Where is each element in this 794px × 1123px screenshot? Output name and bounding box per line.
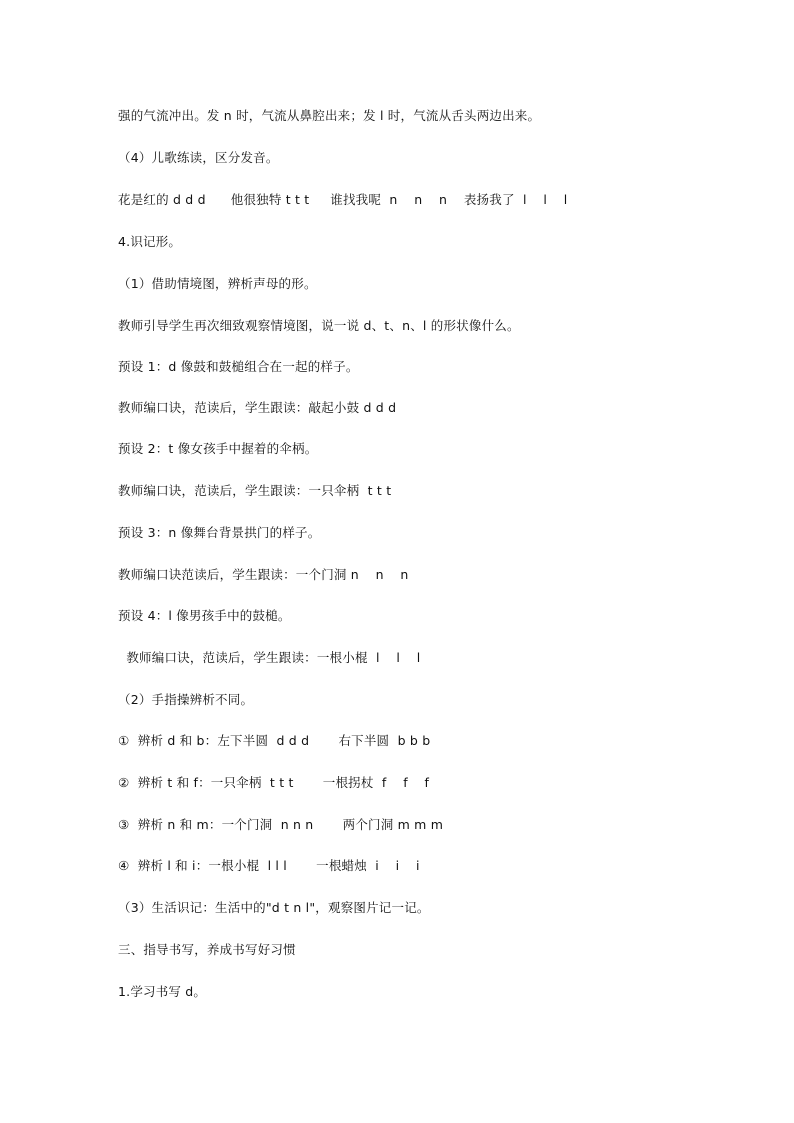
text-line-18: ③ 辨析 n 和 m：一个门洞 n n n 两个门洞 m m m <box>118 817 444 832</box>
text-line-8: 教师编口诀，范读后，学生跟读：敲起小鼓 d d d <box>118 400 397 415</box>
text-line-15: （2）手指操辨析不同。 <box>118 692 254 707</box>
text-line-22: 1.学习书写 d。 <box>118 984 207 999</box>
text-line-10: 教师编口诀，范读后，学生跟读：一只伞柄 t t t <box>118 483 392 498</box>
text-line-13: 预设 4：l 像男孩手中的鼓槌。 <box>118 608 291 623</box>
text-line-4: 4.识记形。 <box>118 234 182 249</box>
text-line-16: ① 辨析 d 和 b：左下半圆 d d d 右下半圆 b b b <box>118 733 431 748</box>
text-line-21: 三、指导书写，养成书写好习惯 <box>118 942 296 957</box>
text-line-11: 预设 3：n 像舞台背景拱门的样子。 <box>118 525 321 540</box>
text-line-1: 强的气流冲出。发 n 时，气流从鼻腔出来；发 l 时，气流从舌头两边出来。 <box>118 108 541 123</box>
text-line-19: ④ 辨析 l 和 i：一根小棍 l l l 一根蜡烛 i i i <box>118 858 420 873</box>
text-line-7: 预设 1：d 像鼓和鼓槌组合在一起的样子。 <box>118 359 359 374</box>
text-line-9: 预设 2：t 像女孩手中握着的伞柄。 <box>118 441 318 456</box>
text-line-20: （3）生活识记：生活中的"d t n l"，观察图片记一记。 <box>118 900 430 915</box>
text-line-12: 教师编口诀范读后，学生跟读：一个门洞 n n n <box>118 567 409 582</box>
text-line-3: 花是红的 d d d 他很独特 t t t 谁找我呢 n n n 表扬我了 l l l <box>118 192 568 207</box>
text-line-17: ② 辨析 t 和 f：一只伞柄 t t t 一根拐杖 f f f <box>118 775 430 790</box>
text-line-14: 教师编口诀，范读后，学生跟读：一根小棍 l l l <box>118 650 421 665</box>
text-line-6: 教师引导学生再次细致观察情境图，说一说 d、t、n、l 的形状像什么。 <box>118 318 520 333</box>
text-line-5: （1）借助情境图，辨析声母的形。 <box>118 276 317 291</box>
text-line-2: （4）儿歌练读，区分发音。 <box>118 150 279 165</box>
